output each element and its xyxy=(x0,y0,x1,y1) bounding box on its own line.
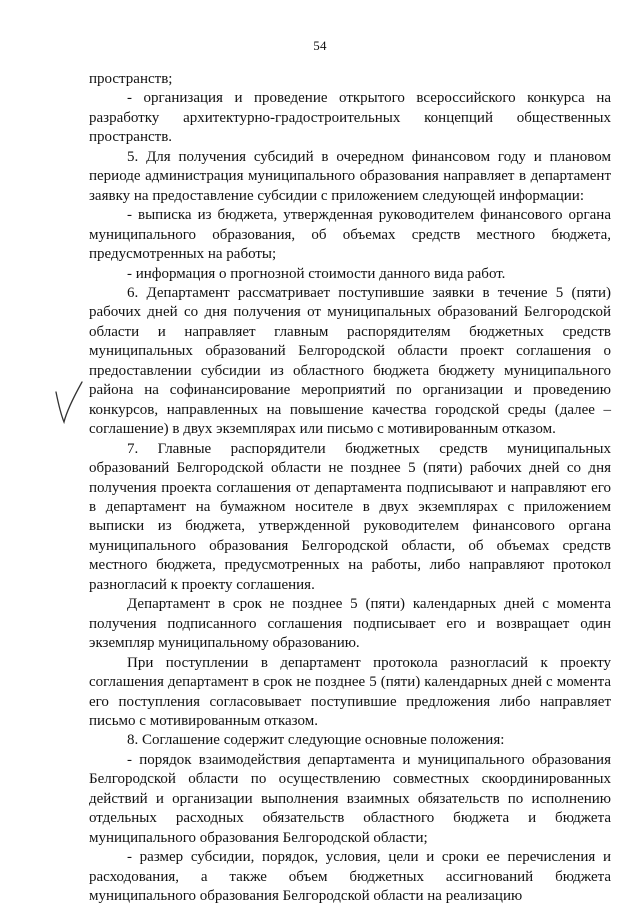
paragraph: - порядок взаимодействия департамента и муниципального образования Белгородской области по осуществлению совместных скоординированных действий и организации выполнения взаимных обязательств по исполнению отдельных расходных обязательств областного бюджета и бюджета муниципального образования Белгородской области; xyxy=(89,751,611,846)
document-body xyxy=(89,70,611,906)
paragraph: 8. Соглашение содержит следующие основные положения: xyxy=(127,732,505,749)
paragraph: пространств; xyxy=(89,71,173,87)
page-number: 54 xyxy=(313,38,327,53)
paragraph: 6. Департамент рассматривает поступившие заявки в течение 5 (пяти) рабочих дней со дня получения от муниципальных образований Белгородской области и направляет главным распорядителям бюджетных средств муниципальных образований Белгородской области проект соглашения о предоставлении субсидии из областного бюджета бюджету муниципального района на софинансирование мероприятий по организации и проведению конкурсов, направленных на повышение качества городской среды (далее – соглашение) в двух экземплярах или письмо с мотивированным отказом. xyxy=(89,284,611,438)
paragraph: 7. Главные распорядители бюджетных средств муниципальных образований Белгородской области не позднее 5 (пяти) рабочих дней со дня получения проекта соглашения от департамента подписывают и направляют его в департамент на бумажном носителе в двух экземплярах с приложением выписки из бюджета, утвержденной руководителем финансового органа муниципального образования Белгородской области, об объемах средств местного бюджета, предусмотренных на работы, либо направляют протокол разногласий к проекту соглашения. xyxy=(89,440,611,593)
paragraph: 5. Для получения субсидий в очередном финансовом году и плановом периоде администрация муниципального образования направляет в департамент заявку на предоставление субсидии с приложением следующей информации: xyxy=(89,148,611,204)
paragraph: - организация и проведение открытого всероссийского конкурса на разработку архитектурно-градостроительных концепций общественных пространств. xyxy=(89,90,611,146)
paragraph: Департамент в срок не позднее 5 (пяти) календарных дней с момента получения подписанного соглашения подписывает его и возвращает один экземпляр муниципальному образованию. xyxy=(89,596,611,652)
paragraph: - размер субсидии, порядок, условия, цели и сроки ее перечисления и расходования, а также объем бюджетных ассигнований бюджета муниципального образования Белгородской области на реализацию xyxy=(89,849,611,905)
paragraph: - выписка из бюджета, утвержденная руководителем финансового органа муниципального образования, об объемах средств местного бюджета, предусмотренных на работы; xyxy=(89,207,611,263)
paragraph: - информация о прогнозной стоимости данного вида работ. xyxy=(127,265,506,282)
handwritten-check-mark xyxy=(52,378,86,430)
paragraph: При поступлении в департамент протокола разногласий к проекту соглашения департамент в срок не позднее 5 (пяти) календарных дней с момента его поступления согласовывает поступившие предложения либо направляет письмо с мотивированным отказом. xyxy=(89,654,611,729)
